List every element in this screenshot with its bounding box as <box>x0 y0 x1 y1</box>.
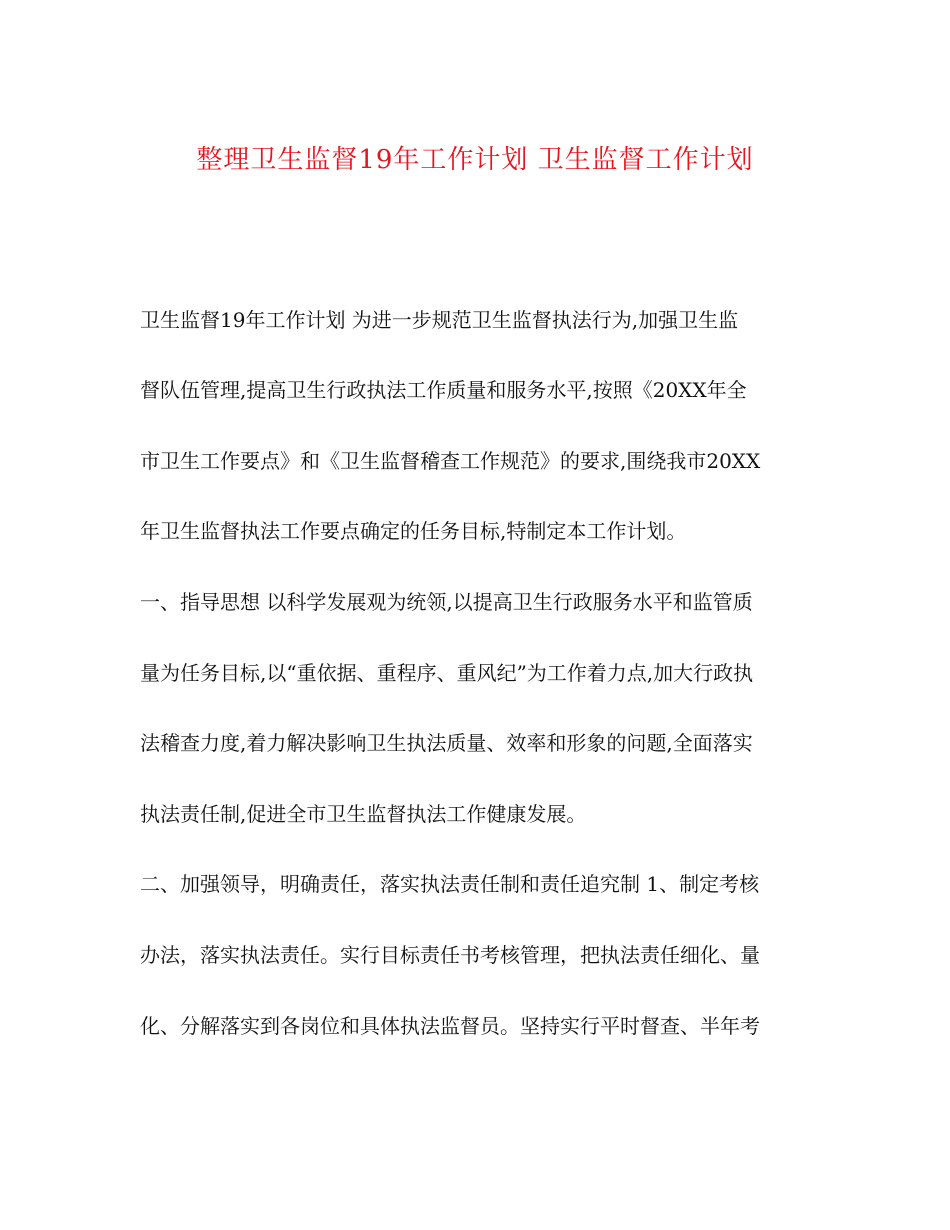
body-line-2: 督队伍管理,提高卫生行政执法工作质量和服务水平,按照《20XX年全 <box>140 378 747 402</box>
body-line-4: 年卫生监督执法工作要点确定的任务目标,特制定本工作计划。 <box>140 519 687 543</box>
body-line-8: 执法责任制,促进全市卫生监督执法工作健康发展。 <box>140 802 587 826</box>
body-line-3: 市卫生工作要点》和《卫生监督稽查工作规范》的要求,围绕我市20XX <box>140 449 761 473</box>
document-title: 整理卫生监督19年工作计划 卫生监督工作计划 <box>196 145 754 175</box>
body-line-10: 办法，落实执法责任。实行目标责任书考核管理，把执法责任细化、量 <box>140 943 760 967</box>
body-line-9: 二、加强领导，明确责任，落实执法责任制和责任追究制 1、制定考核 <box>140 872 760 896</box>
body-line-6: 量为任务目标,以“重依据、重程序、重风纪”为工作着力点,加大行政执 <box>140 661 754 685</box>
body-line-11: 化、分解落实到各岗位和具体执法监督员。坚持实行平时督查、半年考 <box>140 1014 760 1038</box>
body-line-5: 一、指导思想 以科学发展观为统领,以提高卫生行政服务水平和监管质 <box>140 590 753 614</box>
body-line-1: 卫生监督19年工作计划 为进一步规范卫生监督执法行为,加强卫生监 <box>140 308 739 332</box>
body-line-7: 法稽查力度,着力解决影响卫生执法质量、效率和形象的问题,全面落实 <box>140 731 753 755</box>
